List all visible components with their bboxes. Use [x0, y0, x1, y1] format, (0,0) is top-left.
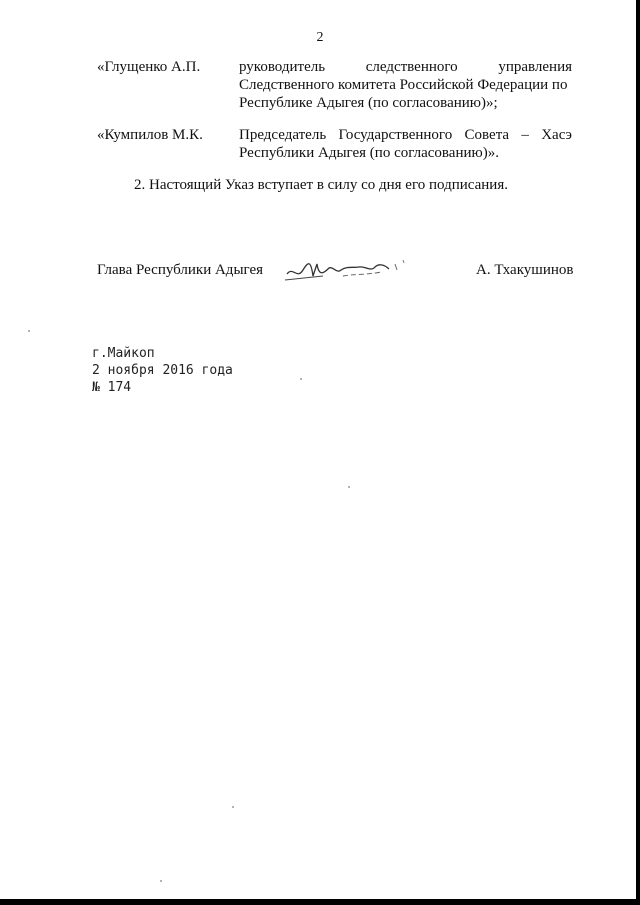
decree-clause: 2. Настоящий Указ вступает в силу со дня его подписания.: [134, 177, 508, 193]
description-word: управления: [498, 59, 572, 75]
description-word: следственного: [365, 59, 458, 75]
issue-date: 2 ноября 2016 года: [92, 363, 233, 378]
scan-speck: [232, 806, 234, 808]
signatory-title: Глава Республики Адыгея: [97, 262, 264, 278]
signatory-name: А. Тхакушинов: [476, 262, 574, 278]
issue-details: [92, 345, 233, 396]
scan-border-right: [636, 0, 640, 905]
position-description: [239, 126, 572, 162]
description-word: руководитель: [239, 59, 326, 75]
scan-speck: [300, 378, 302, 380]
position-description: [239, 58, 572, 112]
description-word: Председатель: [239, 127, 327, 143]
scan-speck: [160, 880, 162, 882]
page-number: 2: [316, 30, 324, 45]
person-name: «Кумпилов М.К.: [97, 127, 203, 143]
person-name: «Глущенко А.П.: [97, 59, 201, 75]
handwritten-signature: [283, 254, 413, 286]
description-word: Государственного: [338, 127, 453, 143]
scan-border-bottom: [0, 899, 640, 905]
description-line: [239, 58, 572, 76]
scan-speck: [348, 486, 350, 488]
scan-speck: [28, 330, 30, 332]
description-line: Следственного комитета Российской Федерации по: [239, 77, 568, 93]
decree-number: № 174: [92, 380, 132, 395]
description-line: Республике Адыгея (по согласованию)»;: [239, 95, 498, 111]
description-line: Республики Адыгея (по согласованию)».: [239, 145, 499, 161]
description-line: [239, 126, 572, 144]
description-word: –: [521, 127, 529, 143]
description-word: Совета: [464, 127, 510, 143]
description-word: Хасэ: [541, 127, 572, 143]
signature-block: [0, 262, 640, 292]
issue-city: г.Майкоп: [92, 346, 155, 361]
